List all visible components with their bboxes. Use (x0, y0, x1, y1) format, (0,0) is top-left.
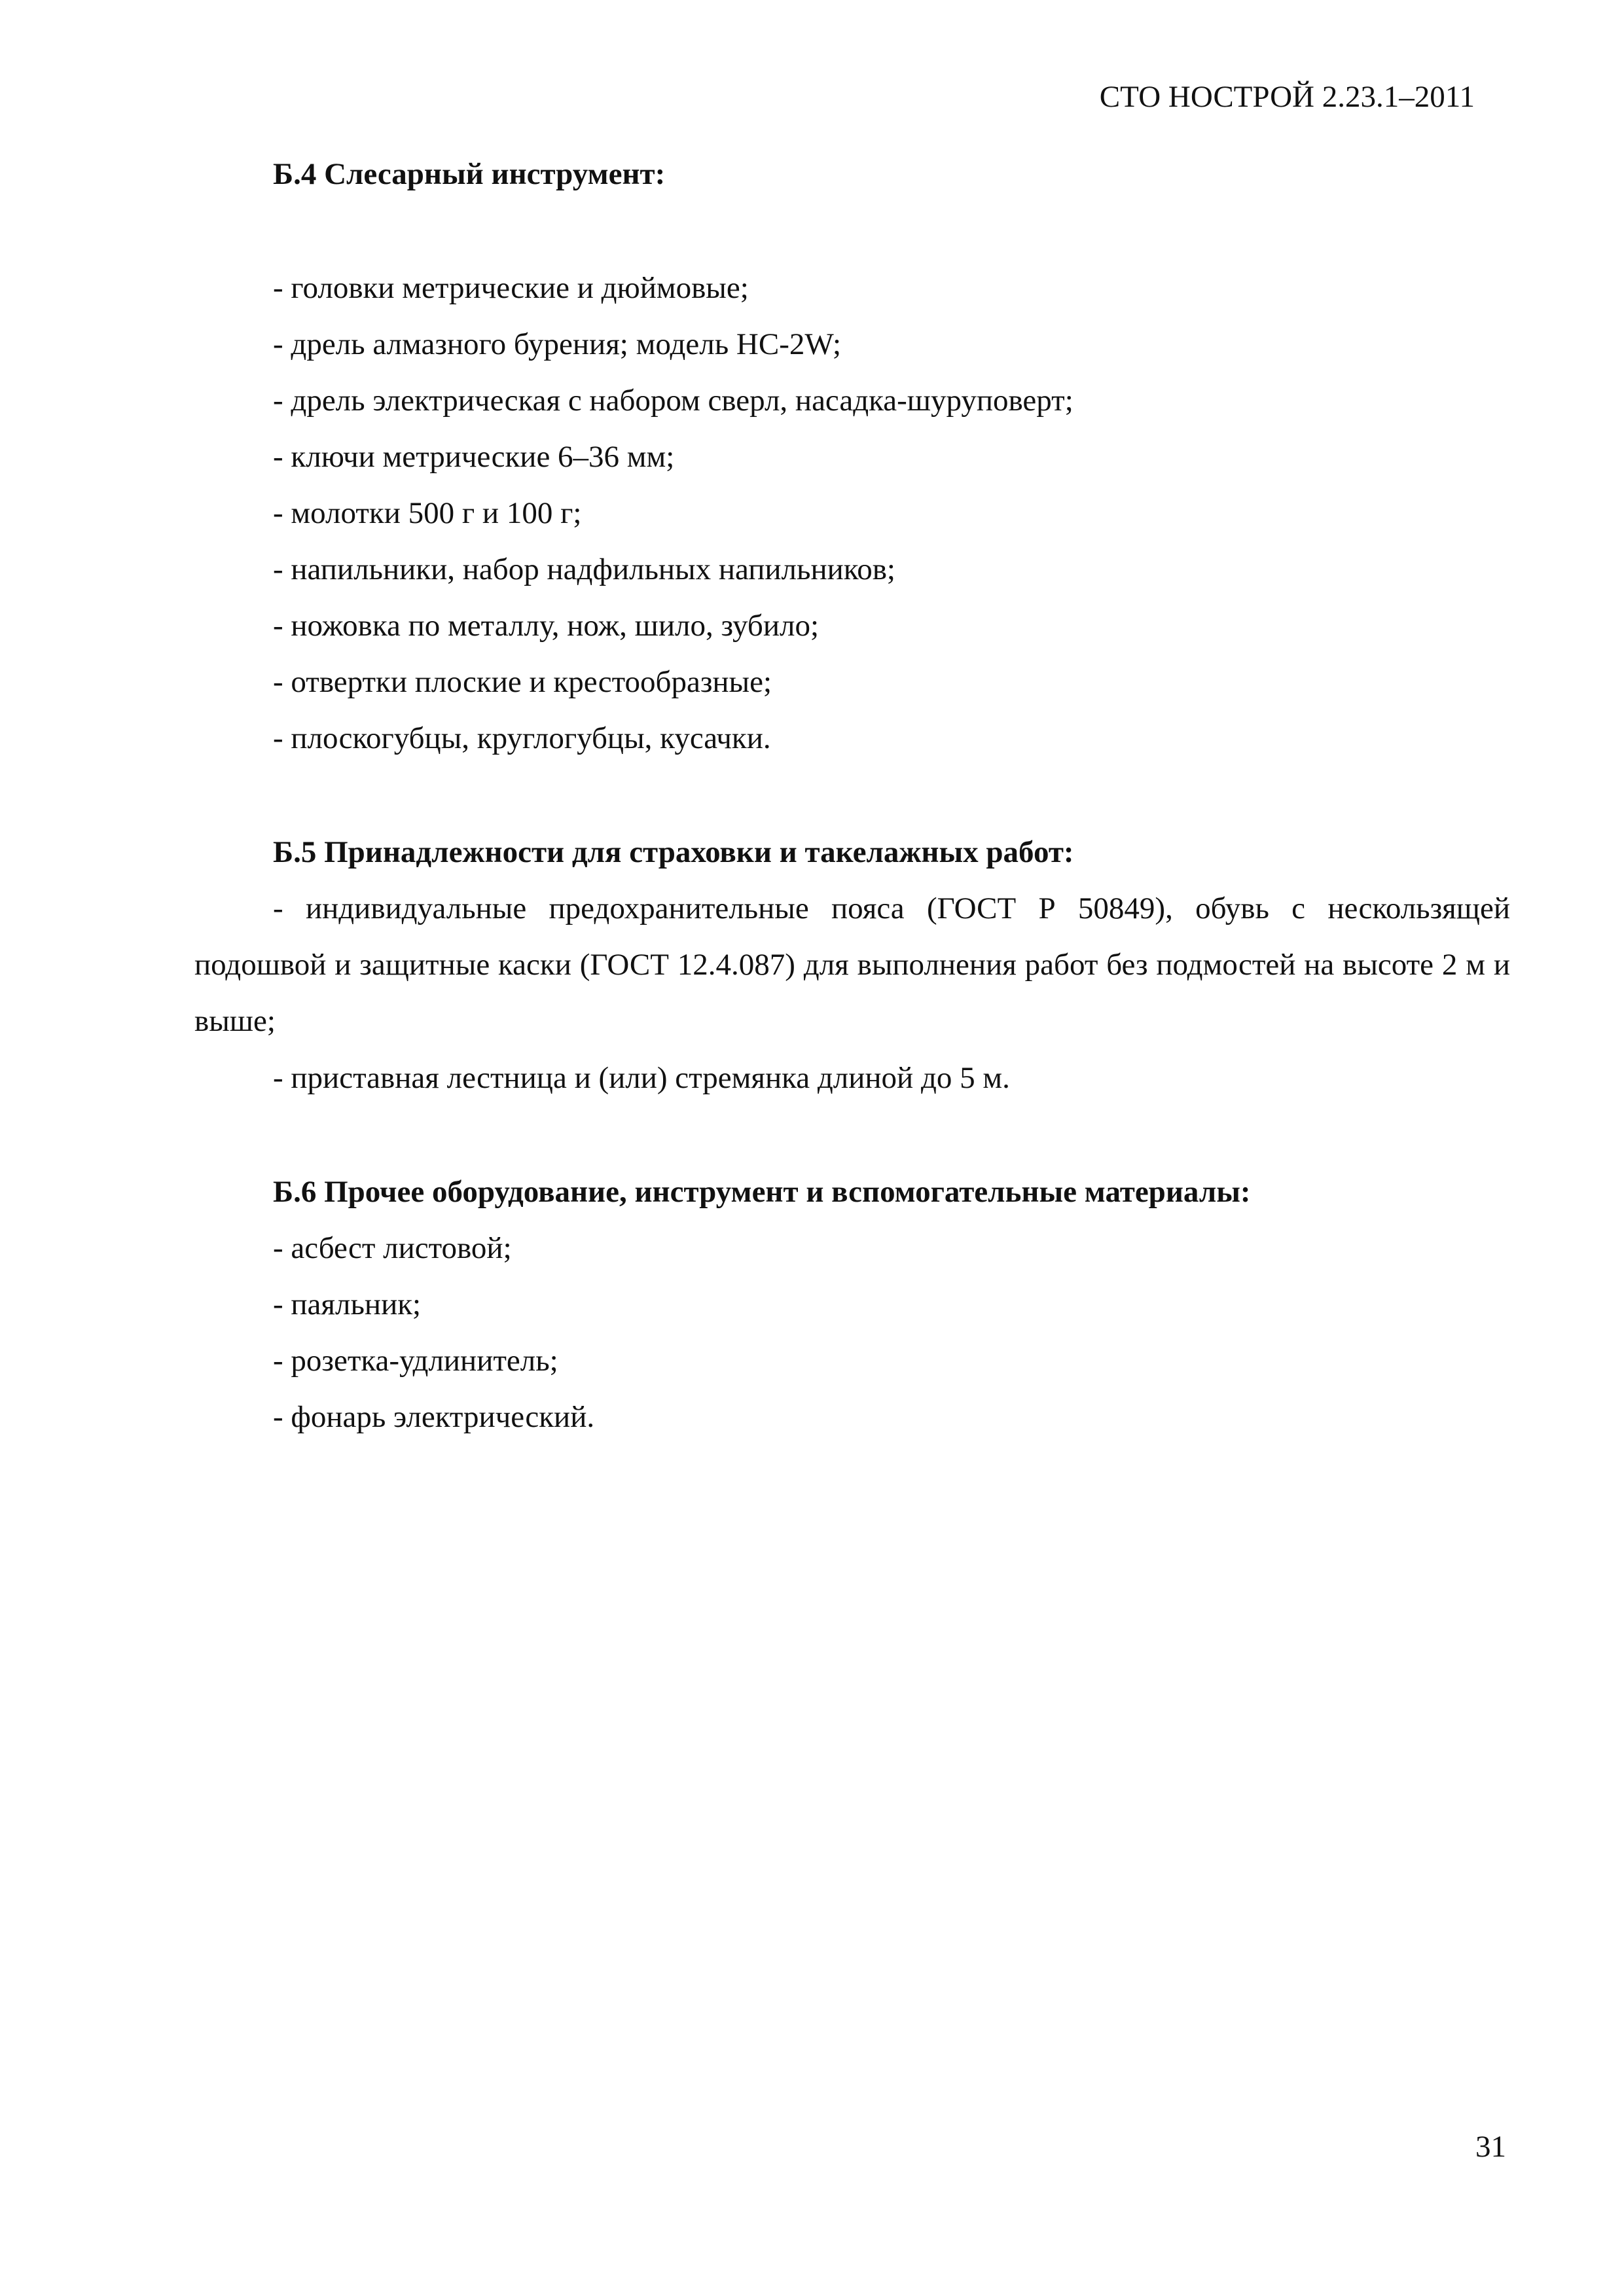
page-number: 31 (1475, 2130, 1506, 2164)
paragraph-safety-belts: - индивидуальные предохранительные пояса (ГОСТ Р 50849), обувь с нескользящей подошвой и защитные каски (ГОСТ 12.4.087) для выполнения работ без подмостей на высоте 2 м и выше; (194, 891, 1510, 1038)
list-item: - молотки 500 г и 100 г; (273, 496, 582, 530)
section-heading-b5: Б.5 Принадлежности для страховки и такелажных работ: (273, 835, 1074, 869)
list-item: - асбест листовой; (273, 1231, 512, 1265)
list-item: - фонарь электрический. (273, 1400, 595, 1434)
list-item: - напильники, набор надфильных напильников; (273, 552, 895, 586)
list-item: - приставная лестница и (или) стремянка длиной до 5 м. (273, 1061, 1010, 1095)
list-item: - плоскогубцы, круглогубцы, кусачки. (273, 721, 771, 755)
list-item: - отвертки плоские и крестообразные; (273, 665, 772, 699)
list-item: - ножовка по металлу, нож, шило, зубило; (273, 609, 819, 643)
list-item: - ключи метрические 6–36 мм; (273, 440, 675, 474)
list-item: - дрель алмазного бурения; модель HC-2W; (273, 327, 842, 361)
section-heading-b6: Б.6 Прочее оборудование, инструмент и вспомогательные материалы: (273, 1175, 1251, 1209)
document-code-header: СТО НОСТРОЙ 2.23.1–2011 (1099, 80, 1475, 114)
section-heading-b4: Б.4 Слесарный инструмент: (273, 157, 666, 191)
list-item: - головки метрические и дюймовые; (273, 271, 749, 305)
list-item: - дрель электрическая с набором сверл, насадка-шуруповерт; (273, 384, 1074, 418)
list-item: - паяльник; (273, 1287, 422, 1321)
list-item: - розетка-удлинитель; (273, 1344, 558, 1378)
